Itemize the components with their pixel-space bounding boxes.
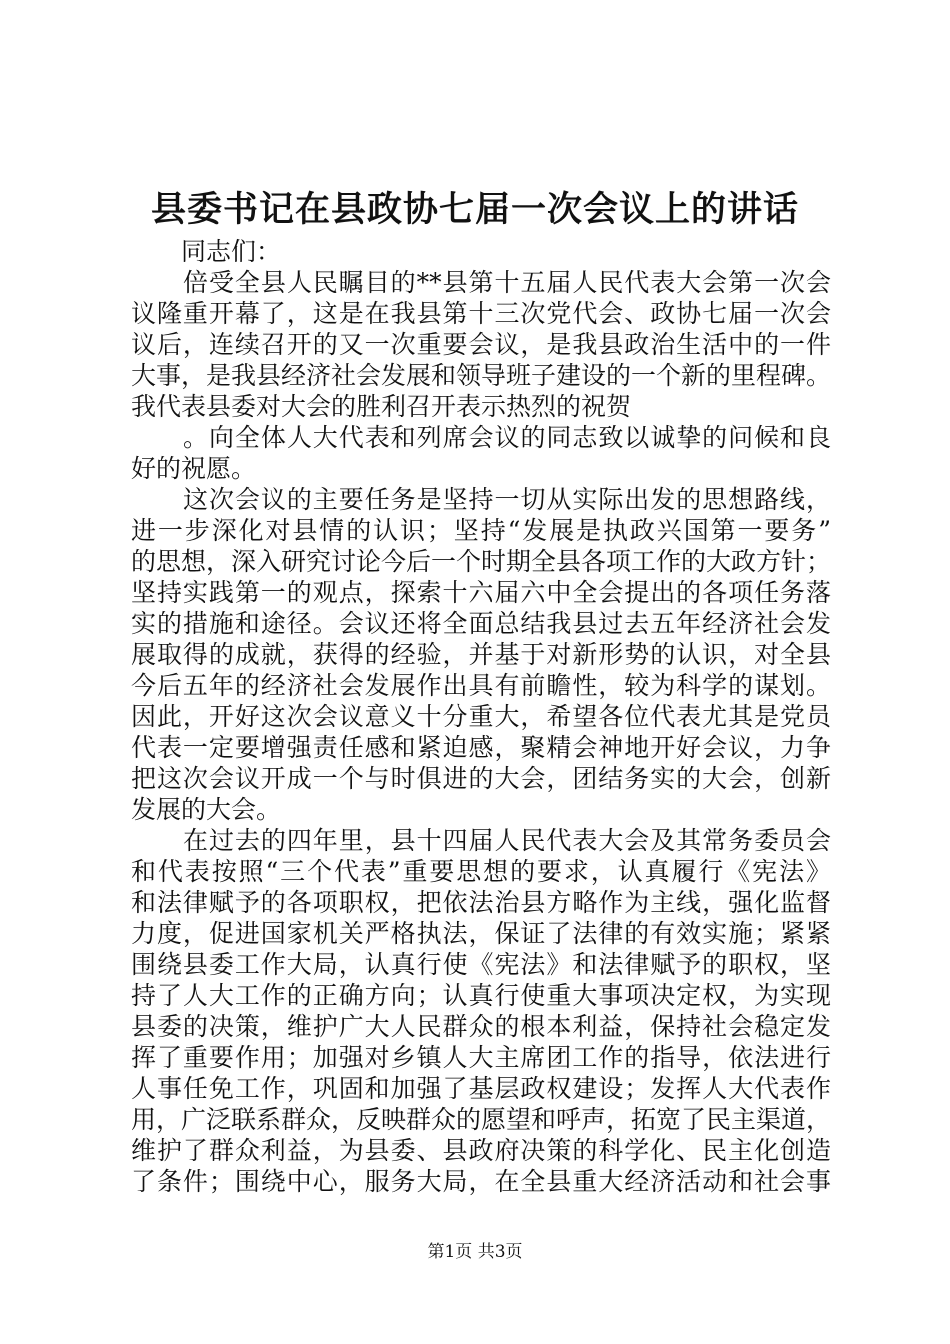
paragraph-line: 议隆重开幕了，这是在我县第十三次党代会、政协七届一次会	[131, 299, 831, 328]
paragraph-line: 进一步深化对县情的认识；坚持“发展是执政兴国第一要务”	[131, 516, 831, 545]
paragraph-line: 了条件；围绕中心，服务大局，在全县重大经济活动和社会事	[131, 1167, 831, 1196]
document-body	[131, 236, 831, 1197]
paragraph-line: 。向全体人大代表和列席会议的同志致以诚挚的问候和良	[183, 423, 831, 452]
paragraph-line: 围绕县委工作大局，认真行使《宪法》和法律赋予的职权，坚	[131, 950, 831, 979]
paragraph-line: 坚持实践第一的观点，探索十六届六中全会提出的各项任务落	[131, 578, 831, 607]
paragraph-line: 维护了群众利益，为县委、县政府决策的科学化、民主化创造	[131, 1136, 831, 1165]
paragraph-line: 议后，连续召开的又一次重要会议，是我县政治生活中的一件	[131, 330, 831, 359]
paragraph-line: 力度，促进国家机关严格执法，保证了法律的有效实施；紧紧	[131, 919, 831, 948]
page-footer: 第1页 共3页	[427, 1242, 523, 1262]
paragraph-line: 和代表按照“三个代表”重要思想的要求，认真履行《宪法》	[131, 857, 831, 886]
paragraph-line: 的思想，深入研究讨论今后一个时期全县各项工作的大政方针；	[131, 547, 832, 576]
paragraph-line: 县委的决策，维护广大人民群众的根本利益，保持社会稳定发	[131, 1012, 831, 1041]
paragraph-line: 把这次会议开成一个与时俱进的大会，团结务实的大会，创新	[131, 764, 831, 793]
paragraph-line: 实的措施和途径。会议还将全面总结我县过去五年经济社会发	[131, 609, 831, 638]
paragraph-line: 发展的大会。	[131, 795, 282, 824]
paragraph-line: 在过去的四年里，县十四届人民代表大会及其常务委员会	[183, 826, 831, 855]
paragraph-line: 因此，开好这次会议意义十分重大，希望各位代表尤其是党员	[131, 702, 831, 731]
paragraph-line: 大事，是我县经济社会发展和领导班子建设的一个新的里程碑。	[131, 361, 832, 390]
paragraph-line: 代表一定要增强责任感和紧迫感，聚精会神地开好会议，力争	[131, 733, 831, 762]
paragraph-line: 人事任免工作，巩固和加强了基层政权建设；发挥人大代表作	[131, 1074, 831, 1103]
document-title: 县委书记在县政协七届一次会议上的讲话	[150, 189, 799, 230]
paragraph-line: 用，广泛联系群众，反映群众的愿望和呼声，拓宽了民主渠道，	[131, 1105, 832, 1134]
paragraph-line: 和法律赋予的各项职权，把依法治县方略作为主线，强化监督	[131, 888, 831, 917]
salutation-line: 同志们：	[181, 237, 282, 266]
paragraph-line: 今后五年的经济社会发展作出具有前瞻性，较为科学的谋划。	[131, 671, 831, 700]
paragraph-line: 倍受全县人民瞩目的**县第十五届人民代表大会第一次会	[183, 268, 831, 297]
paragraph-line: 这次会议的主要任务是坚持一切从实际出发的思想路线，	[183, 485, 831, 514]
paragraph-line: 展取得的成就，获得的经验，并基于对新形势的认识，对全县	[131, 640, 831, 669]
paragraph-line: 好的祝愿。	[131, 454, 257, 483]
paragraph-line: 我代表县委对大会的胜利召开表示热烈的祝贺	[131, 392, 632, 421]
paragraph-line: 挥了重要作用；加强对乡镇人大主席团工作的指导，依法进行	[131, 1043, 831, 1072]
paragraph-line: 持了人大工作的正确方向；认真行使重大事项决定权，为实现	[131, 981, 831, 1010]
